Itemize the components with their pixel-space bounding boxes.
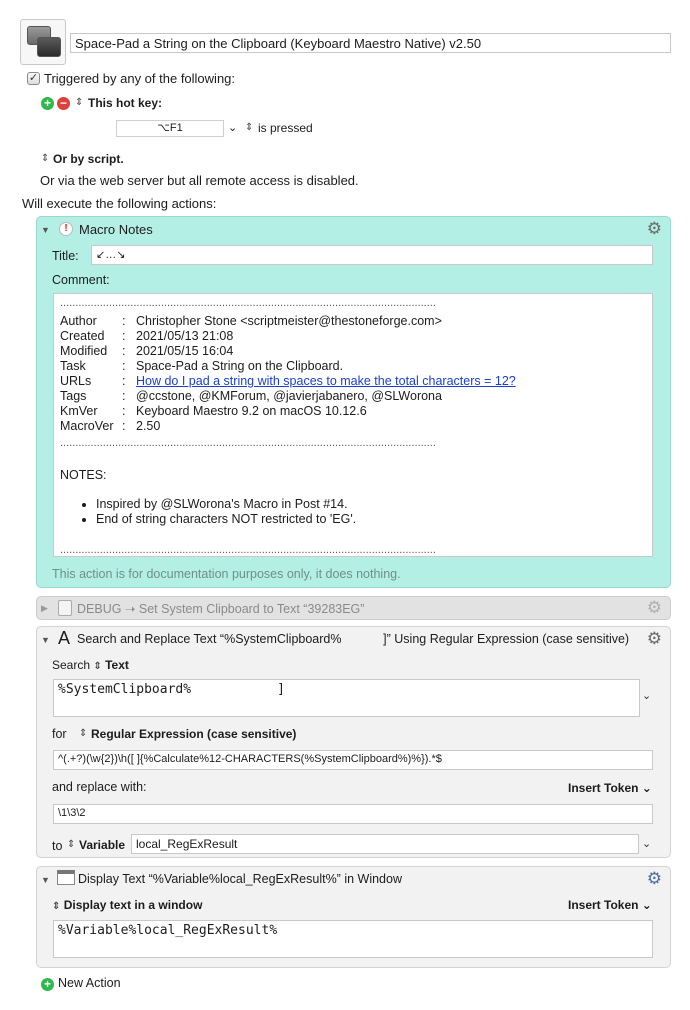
disclosure-triangle-icon[interactable]: ▼ [41, 225, 50, 235]
add-trigger-icon[interactable]: + [41, 97, 54, 110]
search-label: Search ⇕ Text [52, 658, 129, 672]
insert-token-button[interactable]: Insert Token ⌄ [568, 898, 652, 912]
display-mode-select[interactable]: ⇕ Display text in a window [52, 898, 203, 912]
for-label: for [52, 727, 67, 741]
comment-row: Author : Christopher Stone <scriptmeister@thestoneforge.com> [60, 314, 442, 328]
chevron-down-icon[interactable]: ⌄ [642, 838, 652, 850]
notes-alert-icon: ! [59, 222, 73, 236]
disclosure-triangle-icon[interactable]: ▶ [41, 603, 48, 613]
search-source-field[interactable]: %SystemClipboard% ] [53, 679, 640, 717]
notes-footer: This action is for documentation purposes only, it does nothing. [52, 567, 401, 581]
actions-header: Will execute the following actions: [22, 196, 217, 211]
dotted-separator: ........................................................................................................................... [60, 545, 436, 555]
debug-action[interactable] [36, 596, 671, 620]
gear-icon[interactable]: ⚙ [646, 629, 662, 648]
disclosure-triangle-icon[interactable]: ▼ [41, 875, 50, 885]
disclosure-triangle-icon[interactable]: ▼ [41, 635, 50, 645]
updown-icon[interactable]: ⇕ [245, 122, 254, 133]
note-item: • Inspired by @SLWorona's Macro in Post #14. [96, 497, 646, 512]
chevron-down-icon[interactable]: ⌄ [228, 122, 238, 134]
replace-label: and replace with: [52, 780, 147, 794]
search-replace-action[interactable] [36, 626, 671, 858]
comment-row: KmVer : Keyboard Maestro 9.2 on macOS 10.12.6 [60, 404, 367, 418]
title-field[interactable]: ↙…↘ [91, 245, 653, 265]
new-action-button[interactable]: New Action [58, 976, 121, 990]
comment-label: Comment: [52, 273, 110, 287]
note-item: • End of string characters NOT restricted to 'EG'. [96, 512, 646, 527]
variable-name-field[interactable]: local_RegExResult [131, 834, 639, 854]
comment-row: Task : Space-Pad a String on the Clipboard. [60, 359, 344, 373]
updown-icon[interactable]: ⇕ [75, 97, 84, 108]
triggers-header: Triggered by any of the following: [44, 71, 236, 86]
hotkey-state-select[interactable]: is pressed [258, 121, 313, 135]
replace-field[interactable]: \1\3\2 [53, 804, 653, 824]
updown-icon[interactable]: ⇕ [67, 839, 76, 850]
gear-icon[interactable]: ⚙ [646, 219, 662, 238]
action-title: DEBUG ➝ Set System Clipboard to Text “39283EG” [77, 602, 365, 616]
notes-heading: NOTES: [60, 468, 107, 482]
script-trigger-label: Or by script. [53, 152, 124, 166]
remove-trigger-icon[interactable]: − [57, 97, 70, 110]
display-text-action[interactable] [36, 866, 671, 968]
comment-row: MacroVer : 2.50 [60, 419, 161, 433]
gear-icon[interactable]: ⚙ [646, 598, 662, 617]
text-action-icon: A [58, 628, 71, 648]
to-label: to [52, 839, 63, 853]
hotkey-trigger-label: This hot key: [88, 96, 163, 110]
action-title: Display Text “%Variable%local_RegExResult%” in Window [78, 872, 402, 886]
clipboard-icon [58, 600, 72, 616]
display-text-field[interactable]: %Variable%local_RegExResult% [53, 920, 653, 958]
macro-group-icon[interactable] [20, 19, 66, 65]
dotted-separator: ........................................................................................................................... [60, 438, 436, 448]
updown-icon[interactable]: ⇕ [79, 728, 88, 739]
comment-row: Created : 2021/05/13 21:08 [60, 329, 234, 343]
dotted-separator: ........................................................................................................................... [60, 298, 436, 308]
macro-notes-action[interactable] [36, 216, 671, 588]
insert-token-button[interactable]: Insert Token ⌄ [568, 781, 652, 795]
url-link[interactable]: How do I pad a string with spaces to make the total characters = 12? [136, 374, 516, 388]
comment-row: Tags : @ccstone, @KMForum, @javierjabanero, @SLWorona [60, 389, 442, 403]
web-server-text: Or via the web server but all remote access is disabled. [40, 173, 359, 188]
comment-row: URLs : How do I pad a string with spaces to make the total characters = 12? [60, 374, 516, 388]
variable-label: Variable [79, 838, 126, 852]
hotkey-field[interactable]: ⌥F1 [116, 120, 224, 137]
gear-icon[interactable]: ⚙ [646, 869, 662, 888]
triggered-checkbox[interactable]: ✓ [28, 72, 39, 84]
regex-field[interactable]: ^(.+?)(\w{2})\h([ ]{%Calculate%12-CHARACTERS(%SystemClipboard%)%}).*$ [53, 750, 653, 770]
window-icon [57, 870, 75, 885]
action-title: Search and Replace Text “%SystemClipboard% ]” Using Regular Expression (case sensitive) [77, 632, 630, 646]
comment-row: Modified : 2021/05/15 16:04 [60, 344, 234, 358]
regex-type-select[interactable]: Regular Expression (case sensitive) [91, 727, 297, 741]
updown-icon[interactable]: ⇕ [41, 153, 50, 164]
title-label: Title: [52, 249, 79, 263]
chevron-down-icon[interactable]: ⌄ [642, 690, 652, 702]
add-action-icon[interactable]: + [41, 978, 54, 991]
action-title: Macro Notes [79, 222, 153, 237]
macro-name-field[interactable]: Space-Pad a String on the Clipboard (Keyboard Maestro Native) v2.50 [70, 33, 671, 53]
comment-field[interactable] [53, 293, 653, 557]
